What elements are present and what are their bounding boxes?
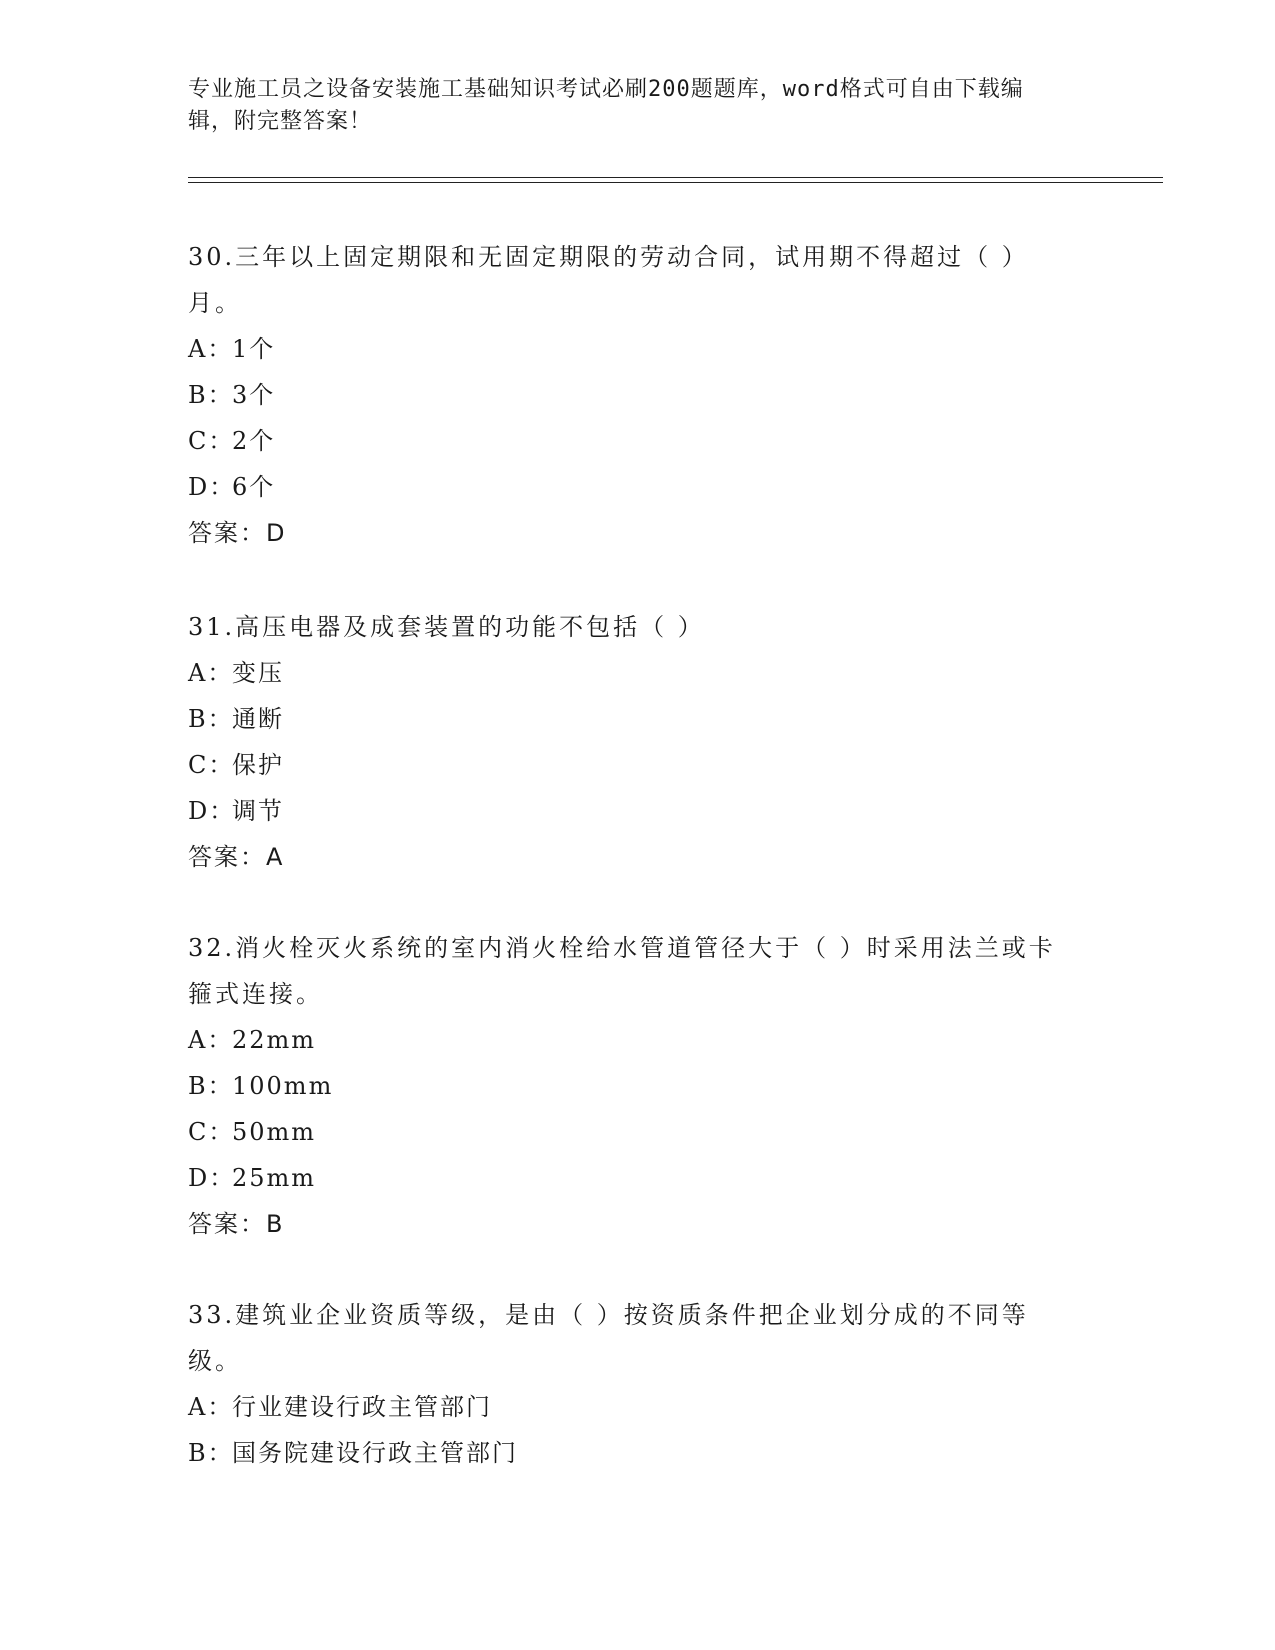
question-31	[188, 604, 1068, 880]
option-b	[188, 1063, 1068, 1109]
option-letter: B：	[188, 705, 234, 733]
option-text: 50mm	[232, 1118, 317, 1146]
question-stem: 33.建筑业企业资质等级，是由（ ）按资质条件把企业划分成的不同等级。	[188, 1301, 1029, 1375]
option-letter: A：	[188, 335, 234, 363]
answer-key: 答案：A	[188, 843, 285, 871]
option-b	[188, 372, 1068, 418]
option-text: 100mm	[232, 1072, 334, 1100]
option-text: 调节	[232, 797, 284, 825]
option-letter: C：	[188, 1118, 235, 1146]
question-33	[188, 1292, 1068, 1476]
option-c	[188, 418, 1068, 464]
option-text: 行业建设行政主管部门	[232, 1393, 492, 1421]
answer-key: 答案：B	[188, 1210, 285, 1238]
option-a	[188, 650, 1068, 696]
option-b	[188, 696, 1068, 742]
option-text: 2个	[232, 427, 276, 455]
option-letter: B：	[188, 1439, 234, 1467]
option-letter: D：	[188, 1164, 236, 1192]
option-b	[188, 1430, 1068, 1476]
option-text: 3个	[232, 381, 276, 409]
option-letter: A：	[188, 659, 234, 687]
option-d	[188, 788, 1068, 834]
option-letter: A：	[188, 1393, 234, 1421]
option-letter: C：	[188, 427, 235, 455]
option-letter: B：	[188, 1072, 234, 1100]
header-divider-bottom	[188, 182, 1163, 183]
option-d	[188, 464, 1068, 510]
option-text: 1个	[232, 335, 276, 363]
option-letter: A：	[188, 1026, 234, 1054]
option-text: 6个	[232, 473, 276, 501]
option-a	[188, 1017, 1068, 1063]
option-text: 22mm	[232, 1026, 317, 1054]
question-stem: 30.三年以上固定期限和无固定期限的劳动合同，试用期不得超过（ ）月。	[188, 243, 1029, 317]
option-text: 通断	[232, 705, 284, 733]
question-30	[188, 234, 1068, 556]
answer-key: 答案：D	[188, 519, 287, 547]
header-divider-top	[188, 177, 1163, 178]
option-letter: D：	[188, 473, 236, 501]
question-stem: 32.消火栓灭火系统的室内消火栓给水管道管径大于（ ）时采用法兰或卡箍式连接。	[188, 934, 1056, 1008]
option-c	[188, 742, 1068, 788]
option-c	[188, 1109, 1068, 1155]
option-d	[188, 1155, 1068, 1201]
document-header: 专业施工员之设备安装施工基础知识考试必刷200题题库，word格式可自由下载编辑，附完整答案！	[188, 77, 1024, 134]
option-a	[188, 1384, 1068, 1430]
option-text: 保护	[232, 751, 284, 779]
option-letter: D：	[188, 797, 236, 825]
option-text: 变压	[232, 659, 284, 687]
option-a	[188, 326, 1068, 372]
option-text: 25mm	[232, 1164, 317, 1192]
option-text: 国务院建设行政主管部门	[232, 1439, 518, 1467]
option-letter: C：	[188, 751, 235, 779]
option-letter: B：	[188, 381, 234, 409]
question-stem: 31.高压电器及成套装置的功能不包括（ ）	[188, 613, 705, 641]
question-32	[188, 925, 1068, 1247]
